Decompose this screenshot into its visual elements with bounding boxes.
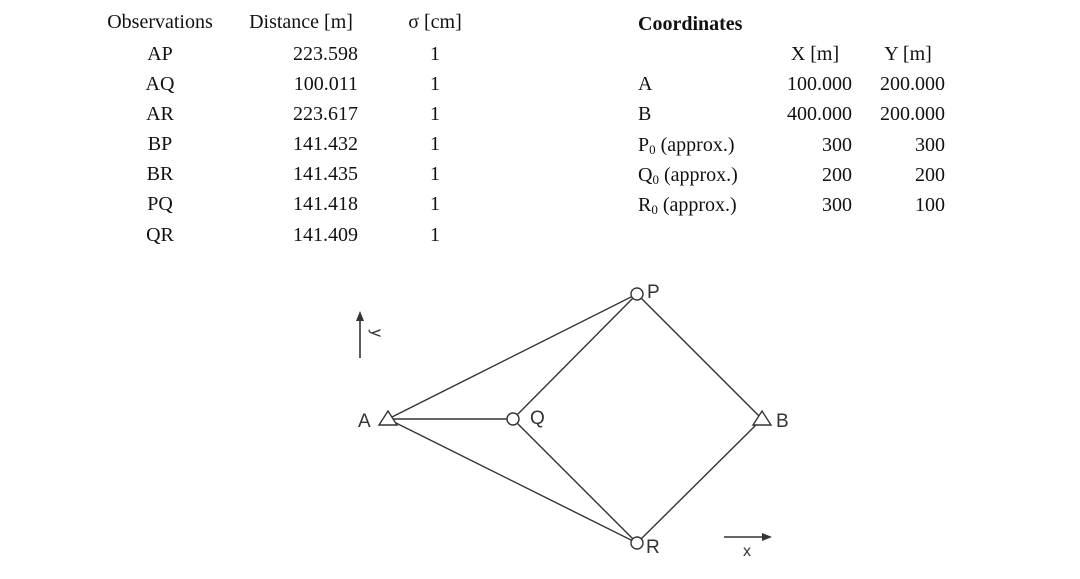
coordinates-title: Coordinates xyxy=(638,13,743,35)
line-QR xyxy=(513,419,637,543)
header-distance: Distance [m] xyxy=(249,11,353,33)
obs-sigma: 1 xyxy=(430,103,440,125)
obs-sigma: 1 xyxy=(430,43,440,65)
obs-sigma: 1 xyxy=(430,73,440,95)
obs-distance: 141.409 xyxy=(293,224,358,246)
point-p-marker xyxy=(631,288,643,300)
point-subscript: 0 xyxy=(651,202,658,217)
label-r: R xyxy=(646,537,660,558)
point-name: Q xyxy=(638,164,653,186)
obs-sigma: 1 xyxy=(430,133,440,155)
obs-distance: 141.432 xyxy=(293,133,358,155)
label-b: B xyxy=(776,411,789,432)
obs-sigma: 1 xyxy=(430,193,440,215)
coord-x: 300 xyxy=(822,134,852,156)
line-AP xyxy=(388,294,637,419)
obs-name: AR xyxy=(146,103,174,125)
coord-y: 200.000 xyxy=(880,103,945,125)
header-observations: Observations xyxy=(107,11,213,33)
obs-distance: 141.418 xyxy=(293,193,358,215)
x-axis-label: x xyxy=(743,543,751,560)
point-subscript: 0 xyxy=(649,142,656,157)
point-name: B xyxy=(638,103,652,125)
point-r-marker xyxy=(631,537,643,549)
point-suffix: (approx.) xyxy=(655,134,735,156)
coord-x: 400.000 xyxy=(787,103,852,125)
obs-name: QR xyxy=(146,224,174,246)
coord-x: 200 xyxy=(822,164,852,186)
obs-name: BR xyxy=(146,163,174,185)
y-axis-label: y xyxy=(368,329,385,337)
obs-distance: 223.617 xyxy=(293,103,358,125)
line-PQ xyxy=(513,294,637,419)
point-name: A xyxy=(638,73,653,95)
label-p: P xyxy=(647,282,660,303)
label-q: Q xyxy=(530,408,545,429)
coord-y: 200 xyxy=(915,164,945,186)
line-PB xyxy=(637,294,762,419)
coord-y: 300 xyxy=(915,134,945,156)
obs-name: AP xyxy=(147,43,173,65)
obs-name: PQ xyxy=(147,193,173,215)
x-axis-arrowhead xyxy=(762,533,772,541)
point-name: R xyxy=(638,194,652,216)
header-sigma: σ [cm] xyxy=(408,11,462,33)
point-subscript: 0 xyxy=(652,172,659,187)
obs-distance: 100.011 xyxy=(293,73,358,95)
obs-name: BP xyxy=(147,133,173,155)
line-RB xyxy=(637,419,762,543)
point-name: P xyxy=(638,134,650,156)
point-suffix: (approx.) xyxy=(658,164,738,186)
coord-y: 100 xyxy=(915,194,945,216)
header-x: X [m] xyxy=(790,43,840,65)
coord-y: 200.000 xyxy=(880,73,945,95)
obs-distance: 141.435 xyxy=(293,163,358,185)
y-axis-arrowhead xyxy=(356,311,364,321)
obs-sigma: 1 xyxy=(430,163,440,185)
coord-x: 100.000 xyxy=(787,73,852,95)
point-suffix: (approx.) xyxy=(657,194,737,216)
line-AR xyxy=(388,419,637,543)
obs-sigma: 1 xyxy=(430,224,440,246)
point-q-marker xyxy=(507,413,519,425)
header-y: Y [m] xyxy=(884,43,932,65)
obs-name: AQ xyxy=(145,73,175,95)
coord-x: 300 xyxy=(822,194,852,216)
control-point-a-marker xyxy=(379,411,397,425)
obs-distance: 223.598 xyxy=(293,43,358,65)
label-a: A xyxy=(358,411,371,432)
